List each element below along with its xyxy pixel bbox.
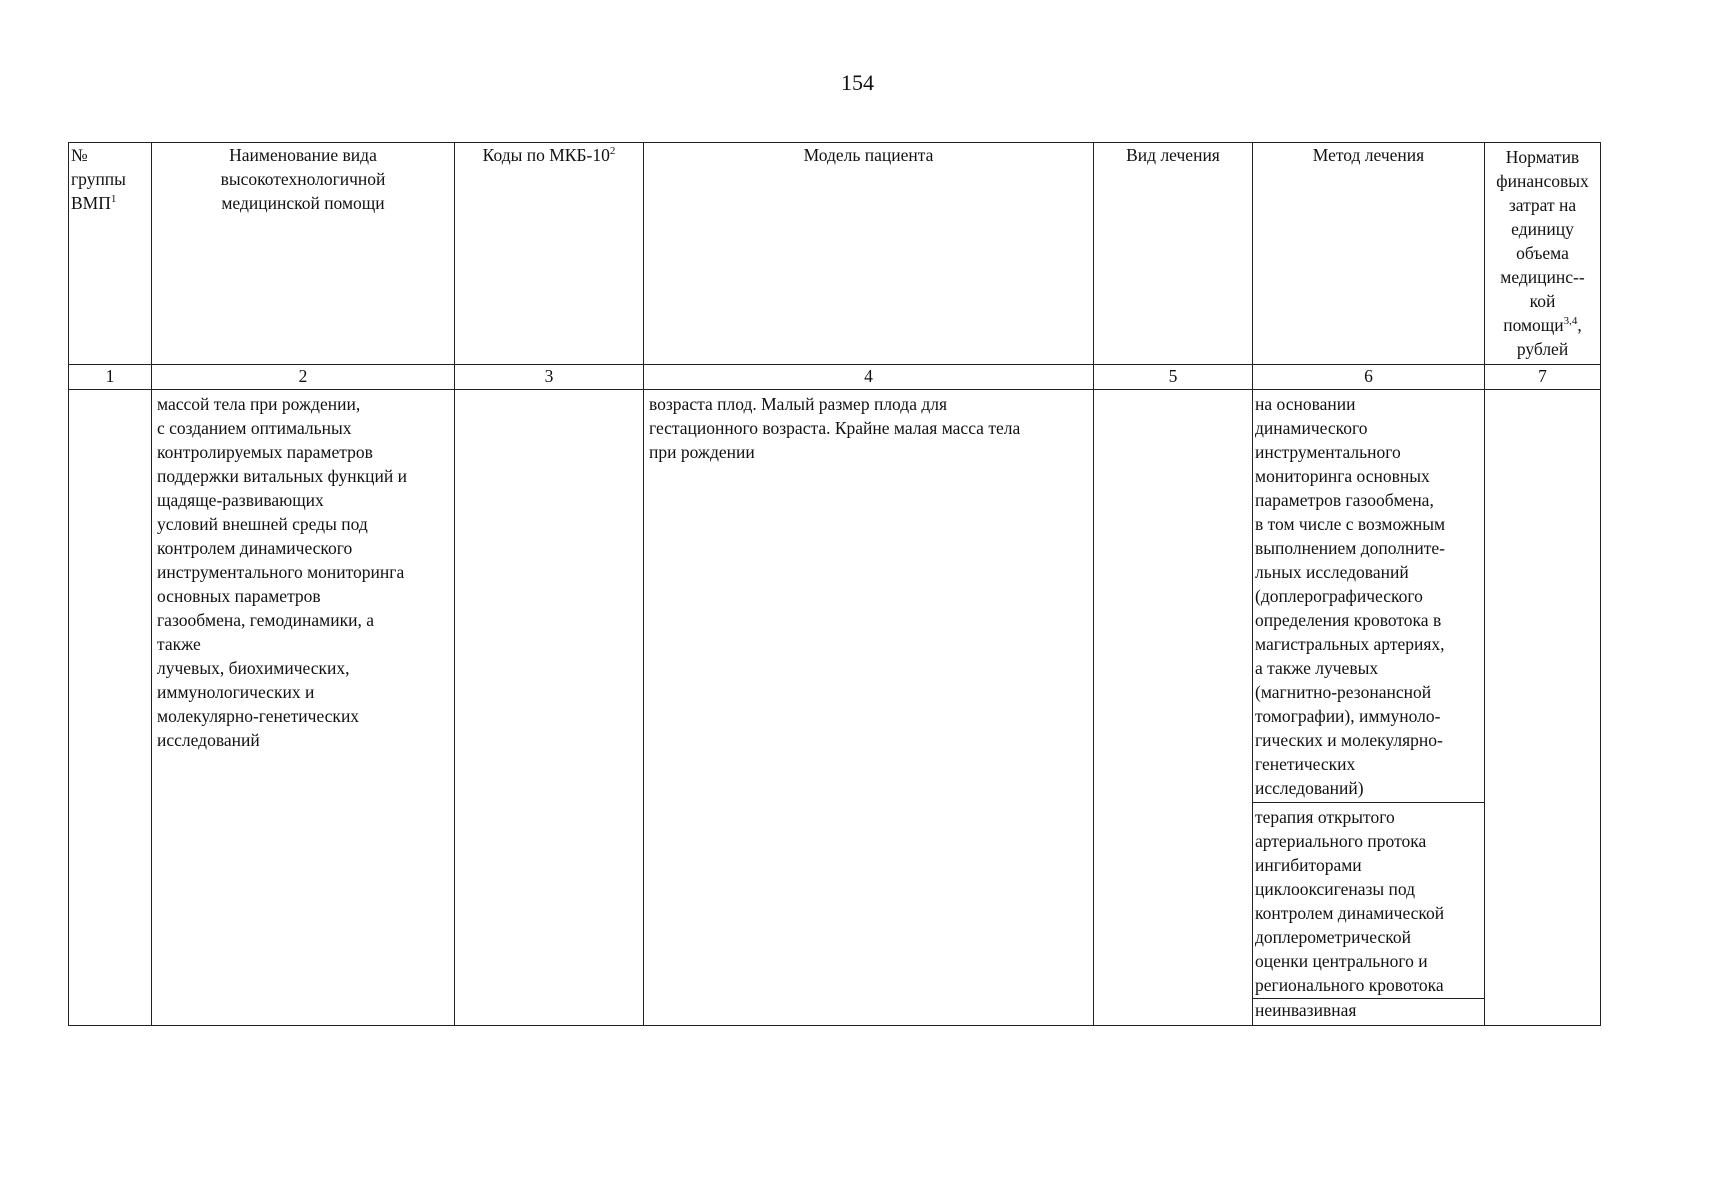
header-icd-codes: Коды по МКБ-$10^2$ xyxy=(455,143,644,365)
header-treatment-method: Метод лечения xyxy=(1253,143,1485,365)
cell-cost-norm xyxy=(1485,390,1601,1026)
column-number: 6 xyxy=(1253,365,1485,390)
header-group-number: № группы ВМП$^1$ xyxy=(69,143,152,365)
method-block: на основании динамического инструментального мониторинга основных параметров газообмена, в том числе с возможным выполнением дополните- льных исследований (доплерографического определения кровотока в магистральных артериях, а также лучевых (магнитно-резонансной томографии), иммуноло- гических и молекулярно- генетических исследований) xyxy=(1253,390,1484,803)
header-treatment-type: Вид лечения xyxy=(1094,143,1253,365)
header-cost-norm: Норматив финансовых затрат на единицу объема медицинс-- кой помощи$^{3,4}$, рублей xyxy=(1485,143,1601,365)
method-block: терапия открытого артериального протока ингибиторами циклооксигеназы под контролем динамической доплерометрической оценки центрального и регионального кровотока xyxy=(1253,803,1484,999)
column-number: 2 xyxy=(152,365,455,390)
column-number: 4 xyxy=(644,365,1094,390)
column-number: 5 xyxy=(1094,365,1253,390)
column-number: 7 xyxy=(1485,365,1601,390)
table-row xyxy=(69,390,1601,1026)
method-block: неинвазивная xyxy=(1255,1000,1357,1020)
cell-treatment-method xyxy=(1253,390,1485,1026)
vmp-table xyxy=(68,142,1601,1026)
cell-icd-codes xyxy=(455,390,644,1026)
header-patient-model: Модель пациента xyxy=(644,143,1094,365)
column-number-row xyxy=(69,365,1601,390)
cell-patient-model: возраста плод. Малый размер плода для гестационного возраста. Крайне малая масса тела при рождении xyxy=(644,390,1094,1026)
header-row xyxy=(69,143,1601,365)
page-number: 154 xyxy=(841,70,874,95)
cell-treatment-type xyxy=(1094,390,1253,1026)
column-number: 3 xyxy=(455,365,644,390)
column-number: 1 xyxy=(69,365,152,390)
cell-care-type-name: массой тела при рождении, с созданием оптимальных контролируемых параметров поддержки витальных функций и щадяще-развивающих условий внешней среды под контролем динамического инструментального мониторинга основных параметров газообмена, гемодинамики, а также лучевых, биохимических, иммунологических и молекулярно-генетических исследований xyxy=(152,390,455,1026)
cell-group-number xyxy=(69,390,152,1026)
header-care-type-name: Наименование вида высокотехнологичной медицинской помощи xyxy=(152,143,455,365)
